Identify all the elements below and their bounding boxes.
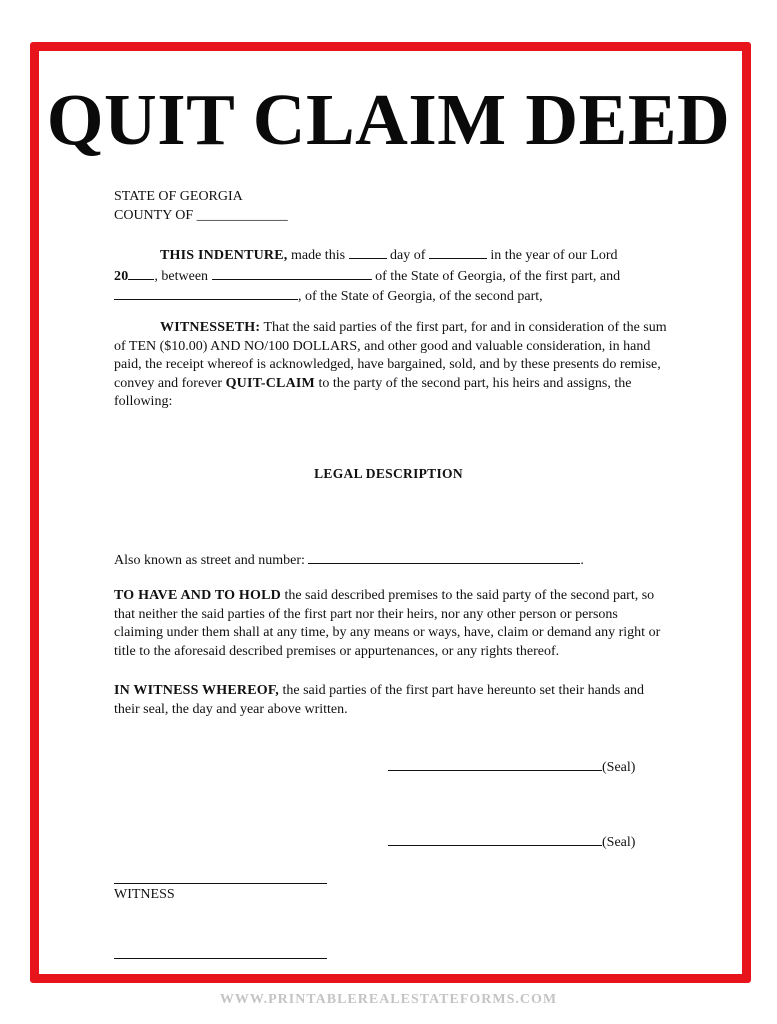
county-blank[interactable]: _____________ (196, 207, 288, 223)
legal-description-heading: LEGAL DESCRIPTION (314, 466, 463, 481)
signature-line-1 (388, 757, 635, 776)
indenture-paragraph: THIS INDENTURE, made this day of in the year of our Lord 20 , between of the State of Georgia, of the first part, and , of the State of Georgia, of the second part, (114, 245, 669, 307)
footer-url: WWW.PRINTABLEREALESTATEFORMS.COM (219, 992, 558, 1007)
county-line (114, 207, 669, 226)
witness-signature-blank-1[interactable] (114, 883, 327, 884)
witness-signature-blank-2[interactable] (114, 958, 327, 959)
month-blank[interactable] (429, 245, 487, 259)
second-party-blank[interactable] (114, 286, 298, 300)
document-title: QUIT CLAIM DEED (46, 79, 731, 160)
indenture-lead: THIS INDENTURE, (160, 248, 288, 263)
seal-label-2: (Seal) (602, 835, 636, 850)
day-blank[interactable] (349, 245, 387, 259)
first-party-blank[interactable] (212, 266, 372, 280)
witnesseth-paragraph: WITNESSETH: That the said parties of the first part, for and in consideration of the sum of TEN ($10.00) AND NO/100 DOLLARS, and other good and valuable consideration, in hand paid, the receipt whereof is acknowledged, have bargained, sold, and by these presents do remise, convey and forever QUIT-CLAIM to the party of the second part, his heirs and assigns, the following: (114, 320, 667, 409)
habendum-lead: TO HAVE AND TO HOLD (114, 588, 281, 603)
street-label: Also known as street and number: (114, 553, 309, 568)
street-blank[interactable] (308, 550, 580, 564)
habendum-paragraph: TO HAVE AND TO HOLD the said described premises to the said party of the second part, so that neither the said parties of the first part nor their heirs, nor any other person or persons claiming under them shall at any time, by any means or ways, have, claim or demand any right or title to the aforesaid described premises or appurtenances, or any rights thereof. (114, 588, 661, 659)
signature-blank-1[interactable] (388, 757, 602, 771)
street-line: Also known as street and number: . (114, 550, 669, 571)
in-witness-lead: IN WITNESS WHEREOF, (114, 683, 279, 698)
signature-line-2 (388, 832, 635, 851)
witness-label: WITNESS (114, 887, 175, 902)
county-label: COUNTY OF (114, 207, 194, 223)
in-witness-paragraph: IN WITNESS WHEREOF, the said parties of the first part have hereunto set their hands and their seal, the day and year above written. (114, 683, 645, 717)
signature-blank-2[interactable] (388, 832, 602, 846)
year-prefix: 20 (114, 268, 129, 284)
quit-claim-term: QUIT-CLAIM (225, 375, 315, 391)
year-blank[interactable] (128, 266, 154, 280)
seal-label-1: (Seal) (602, 760, 636, 775)
witnesseth-lead: WITNESSETH: (160, 320, 261, 335)
state-line: STATE OF GEORGIA (114, 189, 243, 204)
venue-block (114, 188, 669, 225)
